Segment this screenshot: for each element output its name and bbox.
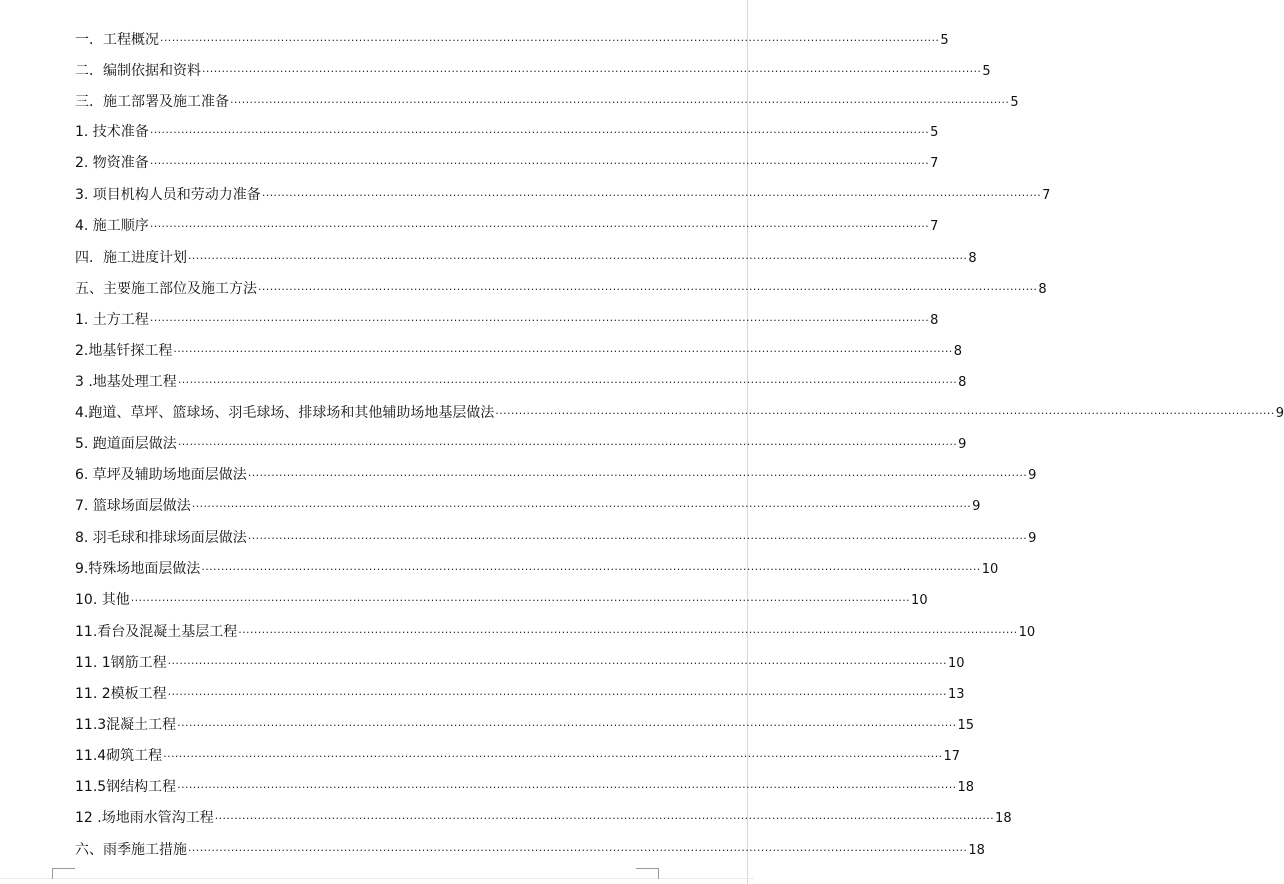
- toc-entry-page-number: 10: [1018, 625, 1036, 640]
- toc-entry[interactable]: [75, 216, 939, 237]
- toc-leader-dots: ········································································································································································································: [202, 65, 982, 78]
- toc-leader-dots: ········································································································································································································: [261, 189, 1042, 202]
- toc-entry-page-number: 5: [930, 125, 939, 140]
- toc-leader-dots: ········································································································································································································: [230, 96, 1010, 109]
- toc-entry-page-number: 10: [911, 593, 928, 608]
- toc-leader-dots: ········································································································································································································: [149, 157, 930, 170]
- toc-entry-title: 一．工程概况: [75, 32, 159, 48]
- toc-entry-title: 3. 项目机构人员和劳动力准备: [75, 187, 261, 203]
- toc-leader-dots: ········································································································································································································: [495, 407, 1275, 420]
- toc-leader-dots: ········································································································································································································: [130, 594, 911, 607]
- toc-leader-dots: ········································································································································································································: [247, 469, 1028, 482]
- toc-leader-dots: ········································································································································································································: [149, 126, 930, 139]
- toc-entry[interactable]: [75, 185, 1051, 206]
- toc-entry-page-number: 9: [958, 437, 967, 452]
- toc-entry-page-number: 18: [995, 811, 1012, 826]
- toc-entry[interactable]: [75, 61, 991, 82]
- toc-entry[interactable]: [75, 92, 1019, 113]
- toc-leader-dots: ········································································································································································································: [173, 345, 953, 358]
- toc-entry-title: 2.地基钎探工程: [75, 343, 173, 359]
- toc-entry-title: 12 .场地雨水管沟工程: [75, 810, 214, 826]
- toc-entry-page-number: 10: [947, 656, 965, 671]
- toc-entry[interactable]: [75, 684, 965, 705]
- toc-entry-title: 11. 2模板工程: [75, 686, 167, 702]
- toc-entry[interactable]: [75, 715, 975, 736]
- toc-leader-dots: ········································································································································································································: [149, 314, 930, 327]
- toc-entry[interactable]: [75, 590, 928, 611]
- toc-leader-dots: ········································································································································································································: [167, 688, 947, 701]
- toc-entry-page-number: 7: [1042, 188, 1051, 203]
- toc-entry-title: 六、雨季施工措施: [75, 842, 187, 858]
- toc-entry[interactable]: [75, 746, 961, 767]
- toc-entry-title: 9.特殊场地面层做法: [75, 561, 201, 577]
- toc-entry-page-number: 8: [1038, 282, 1047, 297]
- toc-entry-page-number: 8: [958, 375, 967, 390]
- toc-entry-page-number: 5: [1010, 95, 1019, 110]
- toc-leader-dots: ········································································································································································································: [238, 626, 1018, 639]
- toc-leader-dots: ········································································································································································································: [177, 781, 957, 794]
- toc-leader-dots: ········································································································································································································: [160, 34, 940, 47]
- toc-entry-title: 11.4砌筑工程: [75, 748, 163, 764]
- toc-entry[interactable]: [75, 808, 1012, 829]
- toc-entry-title: 11.看台及混凝土基层工程: [75, 624, 238, 640]
- toc-entry[interactable]: [75, 153, 939, 174]
- toc-entry-page-number: 15: [957, 718, 975, 733]
- toc-leader-dots: ········································································································································································································: [191, 500, 972, 513]
- toc-leader-dots: ········································································································································································································: [149, 220, 930, 233]
- toc-entry-page-number: 10: [981, 562, 999, 577]
- toc-entry[interactable]: [75, 310, 939, 331]
- toc-entry-page-number: 9: [972, 499, 981, 514]
- toc-entry-page-number: 8: [968, 251, 977, 266]
- toc-leader-dots: ········································································································································································································: [177, 719, 957, 732]
- toc-entry-title: 2. 物资准备: [75, 155, 149, 171]
- toc-entry-page-number: 9: [1275, 406, 1284, 421]
- toc-entry-page-number: 17: [943, 749, 961, 764]
- toc-leader-dots: ········································································································································································································: [214, 812, 995, 825]
- toc-entry-page-number: 18: [968, 843, 985, 858]
- toc-entry-title: 3 .地基处理工程: [75, 374, 177, 390]
- toc-entry-title: 7. 篮球场面层做法: [75, 498, 191, 514]
- toc-entry[interactable]: [75, 653, 965, 674]
- toc-entry-title: 三．施工部署及施工准备: [75, 94, 229, 110]
- toc-leader-dots: ········································································································································································································: [177, 438, 958, 451]
- crop-mark-left: [52, 868, 75, 879]
- toc-entry[interactable]: [75, 777, 975, 798]
- toc-leader-dots: ········································································································································································································: [188, 252, 968, 265]
- toc-entry[interactable]: [75, 30, 949, 51]
- toc-entry-title: 11. 1钢筋工程: [75, 655, 167, 671]
- toc-entry-title: 五、主要施工部位及施工方法: [75, 281, 257, 297]
- toc-leader-dots: ········································································································································································································: [247, 532, 1028, 545]
- toc-leader-dots: ········································································································································································································: [258, 283, 1038, 296]
- toc-entry-page-number: 5: [940, 33, 949, 48]
- toc-leader-dots: ········································································································································································································: [177, 376, 958, 389]
- toc-entry[interactable]: [75, 122, 939, 143]
- toc-entry[interactable]: [75, 840, 985, 861]
- toc-entry-title: 4. 施工顺序: [75, 218, 149, 234]
- toc-leader-dots: ········································································································································································································: [188, 844, 968, 857]
- toc-entry-title: 11.3混凝土工程: [75, 717, 177, 733]
- toc-entry-page-number: 13: [947, 687, 965, 702]
- crop-mark-right: [636, 868, 659, 879]
- toc-entry-page-number: 7: [930, 219, 939, 234]
- toc-entry-title: 二．编制依据和资料: [75, 63, 201, 79]
- toc-entry[interactable]: [75, 622, 1036, 643]
- toc-entry[interactable]: [75, 559, 999, 580]
- toc-entry[interactable]: [75, 279, 1047, 300]
- toc-entry-page-number: 8: [953, 344, 962, 359]
- toc-entry[interactable]: [75, 465, 1037, 486]
- toc-entry-page-number: 18: [957, 780, 975, 795]
- toc-entry-page-number: 9: [1028, 468, 1037, 483]
- toc-entry[interactable]: [75, 341, 962, 362]
- toc-entry-page-number: 5: [982, 64, 991, 79]
- toc-entry[interactable]: [75, 528, 1037, 549]
- toc-entry-title: 11.5钢结构工程: [75, 779, 177, 795]
- toc-entry-title: 10. 其他: [75, 592, 130, 608]
- toc-entry-title: 1. 土方工程: [75, 312, 149, 328]
- toc-entry-title: 5. 跑道面层做法: [75, 436, 177, 452]
- toc-entry-page-number: 9: [1028, 531, 1037, 546]
- toc-entry[interactable]: [75, 496, 981, 517]
- toc-entry[interactable]: [75, 403, 1284, 424]
- toc-entry[interactable]: [75, 434, 967, 455]
- toc-entry-title: 6. 草坪及辅助场地面层做法: [75, 467, 247, 483]
- toc-entry-title: 四．施工进度计划: [75, 250, 187, 266]
- toc-entry-page-number: 8: [930, 313, 939, 328]
- toc-leader-dots: ········································································································································································································: [163, 750, 943, 763]
- toc-entry-title: 1. 技术准备: [75, 124, 149, 140]
- toc-entry[interactable]: [75, 372, 967, 393]
- toc-leader-dots: ········································································································································································································: [167, 657, 947, 670]
- toc-entry-title: 4.跑道、草坪、篮球场、羽毛球场、排球场和其他辅助场地基层做法: [75, 405, 495, 421]
- toc-leader-dots: ········································································································································································································: [201, 563, 981, 576]
- toc-entry-page-number: 7: [930, 156, 939, 171]
- toc-entry[interactable]: [75, 248, 977, 269]
- toc-entry-title: 8. 羽毛球和排球场面层做法: [75, 530, 247, 546]
